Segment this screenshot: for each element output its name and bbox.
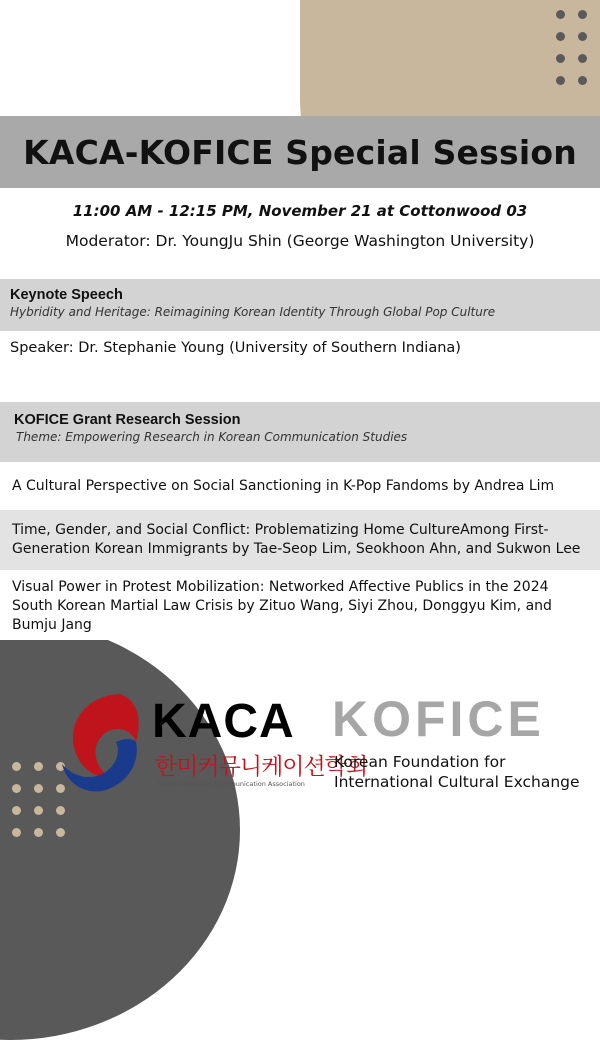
- kofice-logo: [332, 690, 592, 800]
- grant-session-theme: Theme: Empowering Research in Korean Communication Studies: [16, 430, 408, 444]
- kaca-english-name: Korean American Communication Association: [157, 780, 305, 788]
- moderator: Moderator: Dr. YoungJu Shin (George Washington University): [65, 232, 535, 250]
- keynote-subtitle: Hybridity and Heritage: Reimagining Korean Identity Through Global Pop Culture: [10, 305, 496, 319]
- decorative-dots-top: [552, 8, 598, 88]
- keynote-heading: Keynote Speech: [10, 287, 123, 303]
- grant-session-section: [0, 402, 600, 462]
- kaca-swirl-icon: [60, 686, 155, 794]
- paper-item: A Cultural Perspective on Social Sanctioning in K-Pop Fandoms by Andrea Lim: [0, 462, 600, 510]
- decorative-dots-bottom: [8, 760, 68, 840]
- paper-item: Visual Power in Protest Mobilization: Networked Affective Publics in the 2024 South Korean Martial Law Crisis by Zituo Wang, Siyi Zhou, Donggyu Kim, and Bumju Jang: [0, 570, 600, 640]
- keynote-speaker: Speaker: Dr. Stephanie Young (University of Southern Indiana): [0, 331, 600, 401]
- kofice-subtitle-line1: Korean Foundation for: [334, 753, 506, 771]
- kofice-subtitle: [334, 752, 580, 792]
- title-band: [0, 116, 600, 188]
- kaca-logo: [60, 686, 368, 796]
- grant-session-heading: KOFICE Grant Research Session: [14, 412, 241, 428]
- paper-item: Time, Gender, and Social Conflict: Problematizing Home CultureAmong First-Generation Korean Immigrants by Tae-Seop Lim, Seokhoon Ahn, and Sukwon Lee: [0, 510, 600, 570]
- page-title: KACA-KOFICE Special Session: [23, 132, 577, 172]
- keynote-section: [0, 279, 600, 331]
- kaca-korean-name: 한미커뮤니케이션학회: [155, 754, 368, 780]
- session-time: 11:00 AM - 12:15 PM, November 21 at Cottonwood 03: [72, 202, 528, 220]
- kofice-subtitle-line2: International Cultural Exchange: [334, 773, 580, 791]
- session-info: [0, 188, 600, 278]
- kofice-wordmark: KOFICE: [332, 691, 545, 747]
- kaca-wordmark: KACA: [152, 695, 295, 748]
